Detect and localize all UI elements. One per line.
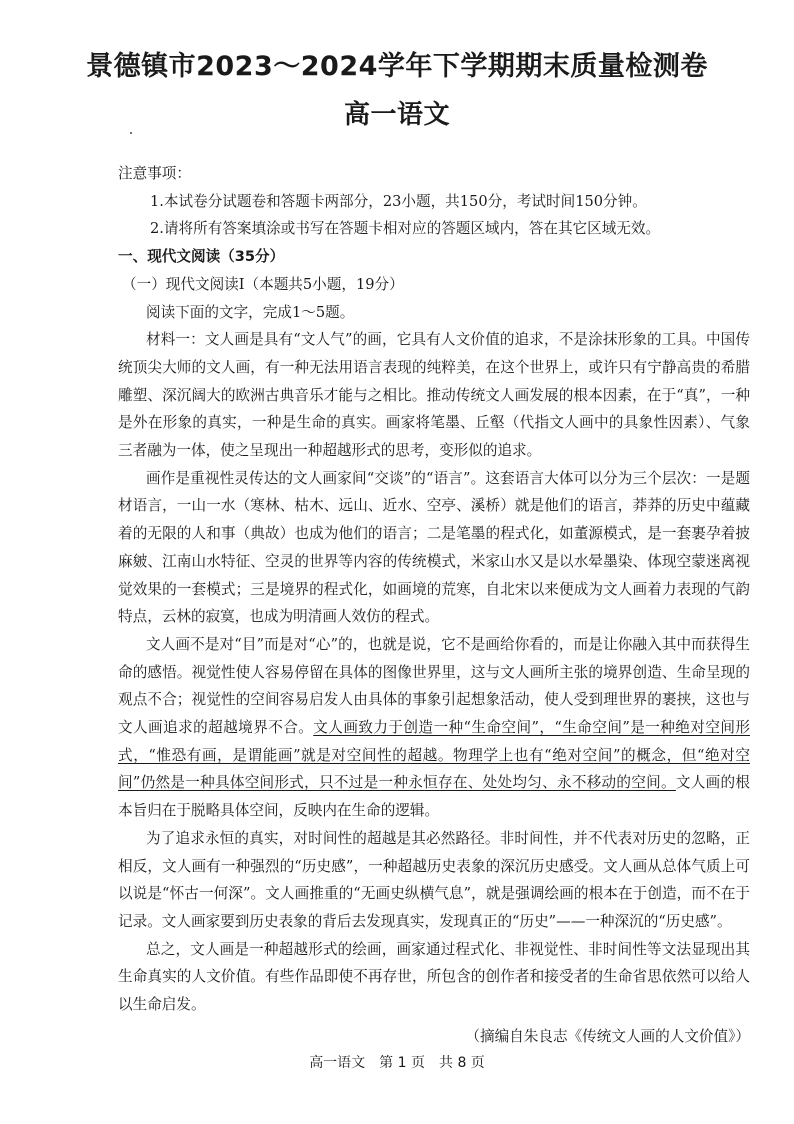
paragraph-3-lead: 文人画不是对“目”而是对“心”的，也就是说，它不是画给你看的，而是让你融入其中而获得生命的感悟。视觉性使人容易停留在具体的图像世界里，这与文人画所主张的境界创造、生命呈现的观点不合；视觉性的空间容易启发人由具体的事象引起想象活动，使人受到理世界的裹挟，这也与文人画追求的超越境界不合。 bbox=[118, 635, 750, 737]
scan-dot bbox=[130, 132, 132, 134]
notice-item-1: 1.本试卷分试题卷和答题卡两部分，23小题，共150分，考试时间150分钟。 bbox=[150, 192, 647, 210]
exam-content bbox=[118, 160, 750, 1051]
notice-item-2: 2.请将所有答案填涂或书写在答题卡相对应的答题区域内，答在其它区域无效。 bbox=[150, 220, 661, 238]
page-footer: 高一语文 第 1 页 共 8 页 bbox=[309, 1055, 485, 1071]
paragraph-2: 画作是重视性灵传达的文人画家间“交谈”的“语言”。这套语言大体可以分为三个层次：一是题材语言，一山一水（寒林、枯木、远山、近水、空亭、溪桥）就是他们的语言，莽莽的历史中蕴藏着的无限的人和事（典故）也成为他们的语言；二是笔墨的程式化，如董源模式，是一套裹孕着披麻皴、江南山水特征、空灵的世界等内容的传统模式，米家山水又是以水晕墨染、体现空蒙迷离视觉效果的一套模式；三是境界的程式化，如画境的荒寒，自北宋以来便成为文人画着力表现的气韵特点，云林的寂寞，也成为明清画人效仿的程式。 bbox=[118, 469, 750, 626]
subsection-heading: （一）现代文阅读Ⅰ（本题共5小题，19分） bbox=[122, 275, 404, 293]
paragraph-4: 为了追求永恒的真实，对时间性的超越是其必然路径。非时间性，并不代表对历史的忽略，正相反，文人画有一种强烈的“历史感”，一种超越历史表象的深沉历史感受。文人画从总体气质上可以说是“怀古一何深”。文人画推重的“无画史纵横气息”，就是强调绘画的根本在于创造，而不在于记录。文人画家要到历史表象的背后去发现真实，发现真正的“历史”——一种深沉的“历史感”。 bbox=[118, 829, 750, 930]
paragraph-3-tail: 文人画的根本旨归在于脱略具体空间，反映内在生命的逻辑。 bbox=[118, 774, 750, 820]
exam-subject: 高一语文 bbox=[343, 100, 450, 130]
notice-heading: 注意事项： bbox=[118, 165, 191, 182]
underlined-passage: 文人画致力于创造一种“生命空间”，“生命空间”是一种绝对空间形式，“惟恐有画，是谓能画”就是对空间性的超越。物理学上也有“绝对空间”的概念，但“绝对空间”仍然是一种具体空间形式，只不过是一种永恒存在、处处均匀、永不移动的空间。 bbox=[118, 719, 750, 792]
paragraph-3 bbox=[118, 631, 750, 825]
source-citation: （摘编自朱良志《传统文人画的人文价值》） bbox=[465, 1027, 750, 1045]
reading-instruction: 阅读下面的文字，完成1～5题。 bbox=[146, 303, 355, 321]
exam-title: 景德镇市2023～2024学年下学期期末质量检测卷 bbox=[86, 51, 708, 82]
section-heading: 一、现代文阅读（35分） bbox=[118, 248, 285, 266]
paragraph-5: 总之，文人画是一种超越形式的绘画，画家通过程式化、非视觉性、非时间性等文法显现出其生命真实的人文价值。有些作品即使不再存世，所包含的创作者和接受者的生命省思依然可以给人以生命启发。 bbox=[118, 940, 750, 1014]
paragraph-1: 材料一：文人画是具有“文人气”的画，它具有人文价值的追求，不是涂抹形象的工具。中国传统顶尖大师的文人画，有一种无法用语言表现的纯粹美，在这个世界上，或许只有宁静高贵的希腊雕塑、深沉阔大的欧洲古典音乐才能与之相比。推动传统文人画发展的根本因素，在于“真”，一种是外在形象的真实，一种是生命的真实。画家将笔墨、丘壑（代指文人画中的具象性因素）、气象三者融为一体，使之呈现出一种超越形式的思考，变形似的追求。 bbox=[118, 331, 750, 460]
